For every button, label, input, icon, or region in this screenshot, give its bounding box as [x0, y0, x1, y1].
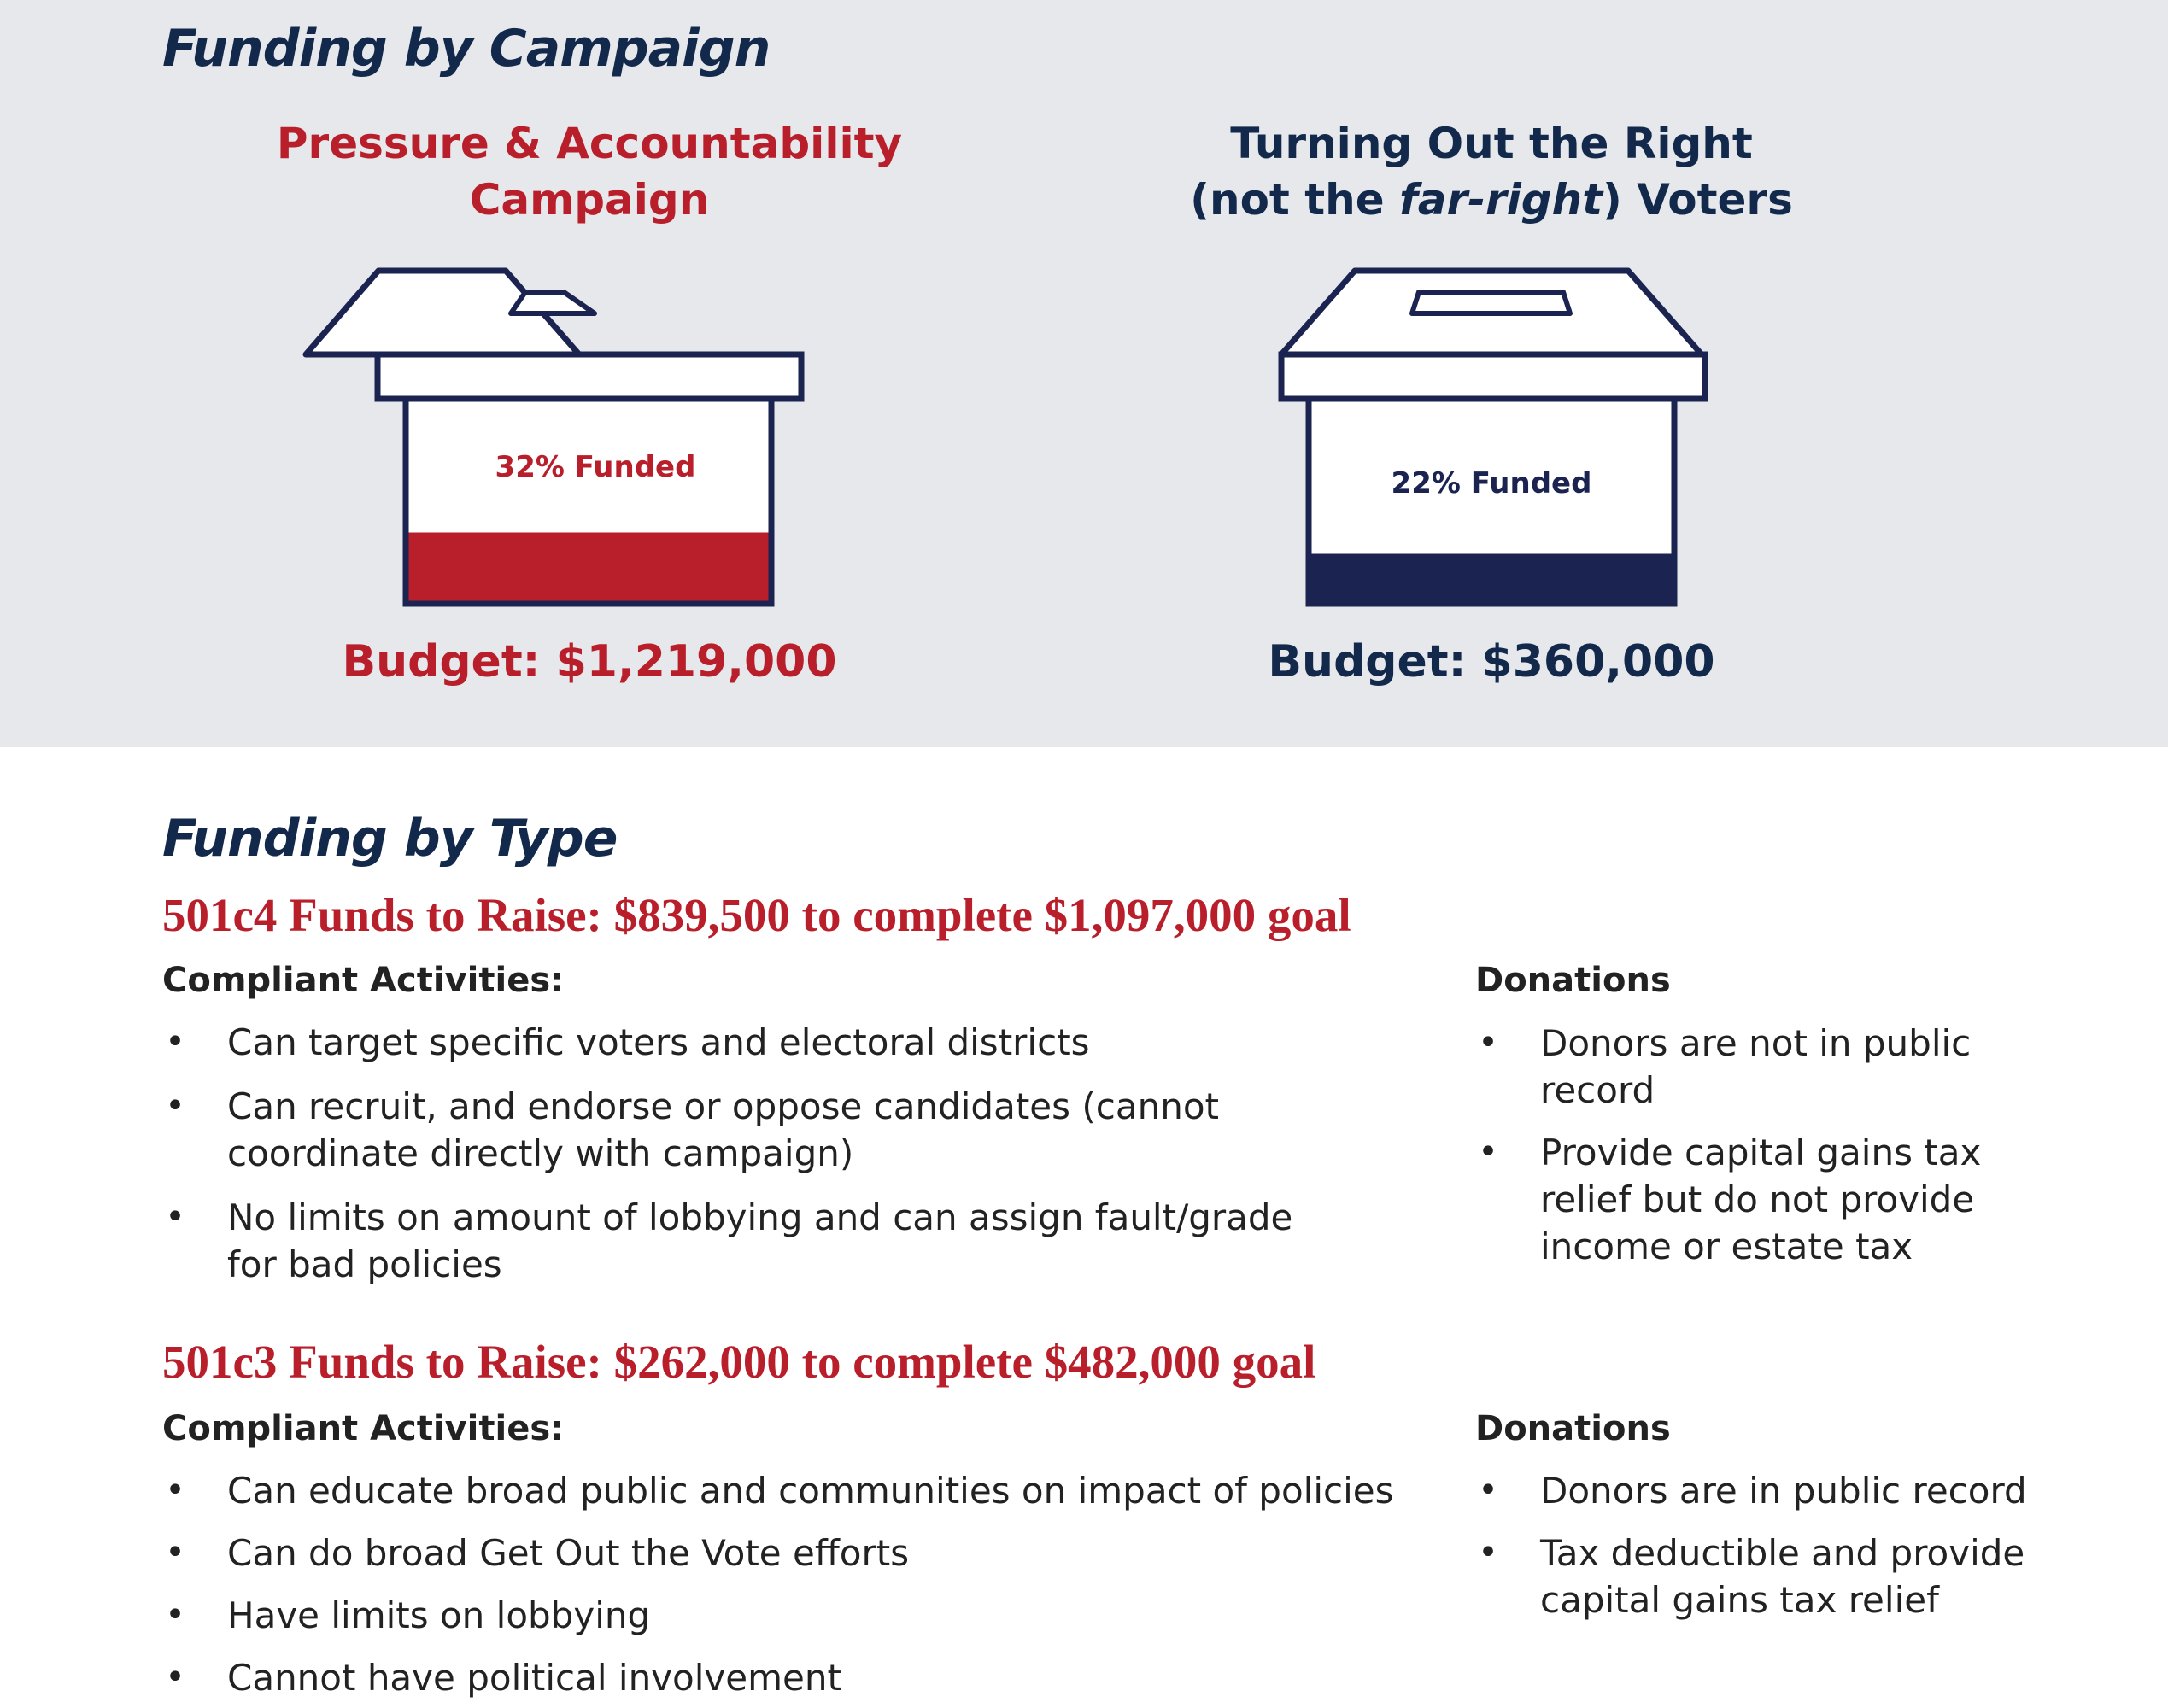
list-item-line: Cannot have political involvement	[227, 1657, 841, 1699]
c4-donations-list	[1475, 1020, 2142, 1270]
list-item	[162, 1083, 1427, 1177]
campaign-budget: Budget: $360,000	[1268, 636, 1715, 687]
list-item	[1475, 1129, 2142, 1270]
list-item-line: Tax deductible and provide	[1540, 1532, 2025, 1574]
list-item-line: Can recruit, and endorse or oppose candidates (cannot	[227, 1085, 1219, 1127]
ballot-box-rim	[1281, 354, 1705, 399]
funding-fill-bar	[1312, 554, 1672, 601]
bullet-icon: •	[165, 1086, 185, 1126]
list-item-line: income or estate tax	[1540, 1225, 1913, 1267]
ballot-box-icon	[1124, 260, 1859, 619]
c3-activities-list	[162, 1467, 1461, 1701]
campaign-title-line: Pressure & Accountability	[276, 119, 903, 168]
type-section-title: Funding by Type	[162, 809, 618, 869]
ballot-box-icon	[222, 260, 957, 619]
list-item	[1475, 1530, 2159, 1623]
list-item-line: No limits on amount of lobbying and can assign fault/grade	[227, 1196, 1293, 1238]
funded-percent-label: 22% Funded	[1391, 466, 1592, 500]
list-item-line: Can educate broad public and communities on impact of policies	[227, 1470, 1394, 1512]
campaign-band	[0, 0, 2168, 747]
c3-heading: 501c3 Funds to Raise: $262,000 to complete $482,000 goal	[162, 1336, 1316, 1388]
bullet-icon: •	[165, 1471, 185, 1510]
c3-donations-list	[1475, 1467, 2159, 1623]
campaign-title	[1124, 115, 1859, 228]
bullet-icon: •	[165, 1658, 185, 1697]
ballot-box-rim	[378, 354, 801, 399]
bullet-icon: •	[165, 1533, 185, 1572]
list-item-line: Donors are in public record	[1540, 1470, 2027, 1512]
list-item	[162, 1467, 1461, 1514]
bullet-icon: •	[165, 1595, 185, 1635]
list-item-line: coordinate directly with campaign)	[227, 1132, 854, 1174]
list-item-line: Donors are not in public	[1540, 1022, 1972, 1064]
c3-activities-label: Compliant Activities:	[162, 1409, 565, 1448]
bullet-icon: •	[1478, 1132, 1498, 1172]
bullet-icon: •	[1478, 1533, 1498, 1572]
list-item	[162, 1019, 1427, 1066]
list-item	[162, 1530, 1461, 1576]
list-item	[162, 1194, 1427, 1288]
list-item	[1475, 1020, 2142, 1114]
list-item-line: record	[1540, 1069, 1655, 1111]
funded-percent-label: 32% Funded	[495, 450, 696, 484]
bullet-icon: •	[165, 1022, 185, 1062]
list-item-line: capital gains tax relief	[1540, 1579, 1939, 1621]
campaign-title-line: Turning Out the Right	[1230, 119, 1753, 168]
campaign-title-emphasis: far-right	[1399, 175, 1603, 225]
list-item-line: for bad policies	[227, 1243, 502, 1285]
c4-activities-list	[162, 1019, 1427, 1288]
list-item-line: Have limits on lobbying	[227, 1594, 651, 1636]
c4-activities-label: Compliant Activities:	[162, 961, 565, 1000]
campaign-title-text: ) Voters	[1603, 175, 1793, 225]
list-item-line: relief but do not provide	[1540, 1179, 1975, 1220]
c4-heading: 501c4 Funds to Raise: $839,500 to complete $1,097,000 goal	[162, 889, 1351, 941]
list-item	[162, 1592, 1461, 1639]
campaign-title-line	[1124, 172, 1859, 228]
funding-fill-bar	[409, 533, 769, 601]
c3-donations-label: Donations	[1475, 1409, 1671, 1448]
bullet-icon: •	[1478, 1023, 1498, 1062]
campaign-budget: Budget: $1,219,000	[342, 636, 837, 687]
ballot-box-slot	[511, 292, 595, 313]
campaign-title	[222, 115, 957, 228]
ballot-box-slot	[1412, 292, 1570, 313]
bullet-icon: •	[165, 1197, 185, 1237]
campaign-title-line: Campaign	[469, 175, 710, 225]
list-item-line: Can target specific voters and electoral districts	[227, 1021, 1090, 1063]
list-item-line: Can do broad Get Out the Vote efforts	[227, 1532, 910, 1574]
c4-donations-label: Donations	[1475, 961, 1671, 1000]
campaign-title-text: (not the	[1190, 175, 1400, 225]
campaign-section-title: Funding by Campaign	[162, 19, 771, 79]
list-item	[162, 1654, 1461, 1701]
bullet-icon: •	[1478, 1471, 1498, 1510]
list-item	[1475, 1467, 2159, 1514]
list-item-line: Provide capital gains tax	[1540, 1132, 1982, 1173]
